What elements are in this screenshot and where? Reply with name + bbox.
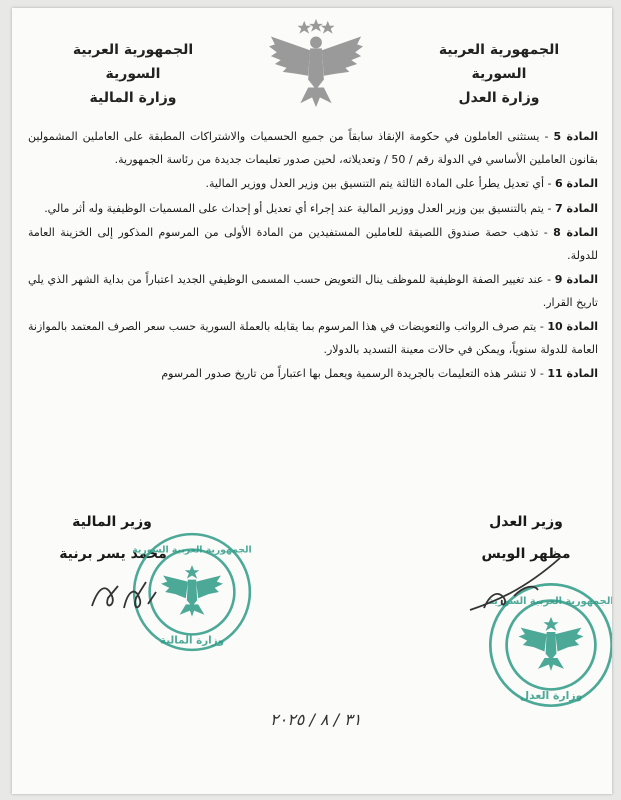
header-right-republic: الجمهورية العربية السورية [438, 42, 560, 82]
header-left-republic: الجمهورية العربية السورية [72, 42, 194, 82]
document-page [12, 8, 612, 794]
syrian-eagle-emblem-icon [267, 18, 365, 110]
article-11: المادة 11 - لا تنشر هذه التعليمات بالجريدة الرسمية ويعمل بها اعتباراً من تاريخ صدور المرسوم [161, 367, 598, 380]
decree-articles [28, 126, 598, 388]
justice-stamp-top-text: الجمهورية العربية السورية [488, 595, 614, 607]
finance-stamp-bottom-text: وزارة المالية [159, 634, 225, 647]
decree-date: ٣١ / ٨ / ٢٠٢٥ [270, 710, 362, 729]
header-finance [48, 38, 218, 110]
header-justice [414, 38, 584, 110]
article-5: المادة 5 - يستثنى العاملون في حكومة الإنقاذ سابقاً من جميع الحسميات والاشتراكات المطبقة على العاملين المشمولين بقانون العاملين الأساسي في الدولة رقم / 50 / وتعديلاته، لحين صدور تعليمات جديدة من رئاسة الجمهورية. [28, 130, 598, 166]
finance-minister-name: محمد يسر برنية [59, 546, 167, 562]
justice-minister-name: مظهر الويس [481, 546, 571, 562]
article-6: المادة 6 - أي تعديل يطرأ على المادة الثالثة يتم التنسيق بين وزير العدل ووزير المالية. [205, 177, 598, 190]
article-8: المادة 8 - تذهب حصة صندوق اللصيقة للعاملين المستفيدين من المادة الأولى من المرسوم المذكور إلى الخزينة العامة للدولة. [28, 226, 598, 262]
finance-minister-title: وزير المالية [72, 514, 152, 530]
article-9: المادة 9 - عند تغيير الصفة الوظيفية للموظف ينال التعويض حسب المسمى الوظيفي الجديد اعتباراً من بداية الشهر الذي يلي تاريخ القرار. [28, 273, 598, 309]
justice-minister-title: وزير العدل [489, 514, 563, 530]
justice-signature-scribble-icon [464, 550, 574, 620]
header-left-ministry: وزارة المالية [89, 90, 177, 106]
header-right-ministry: وزارة العدل [458, 90, 540, 106]
finance-stamp-top-text: الجمهورية العربية السورية [132, 544, 252, 556]
article-7: المادة 7 - يتم بالتنسيق بين وزير العدل ووزير المالية عند إجراء أي تعديل أو إحداث على المسميات الوظيفية وله أثر مالي. [44, 201, 598, 215]
article-10: المادة 10 - يتم صرف الرواتب والتعويضات في هذا المرسوم بما يقابله بالعملة السورية حسب سعر الصرف المعتمد بالموازنة العامة للدولة سنوياً، ويمكن في حالات معينة التسديد بالدولار. [28, 320, 599, 356]
finance-signature-scribble-icon [84, 568, 164, 618]
justice-stamp-bottom-text: وزارة العدل [519, 689, 583, 703]
